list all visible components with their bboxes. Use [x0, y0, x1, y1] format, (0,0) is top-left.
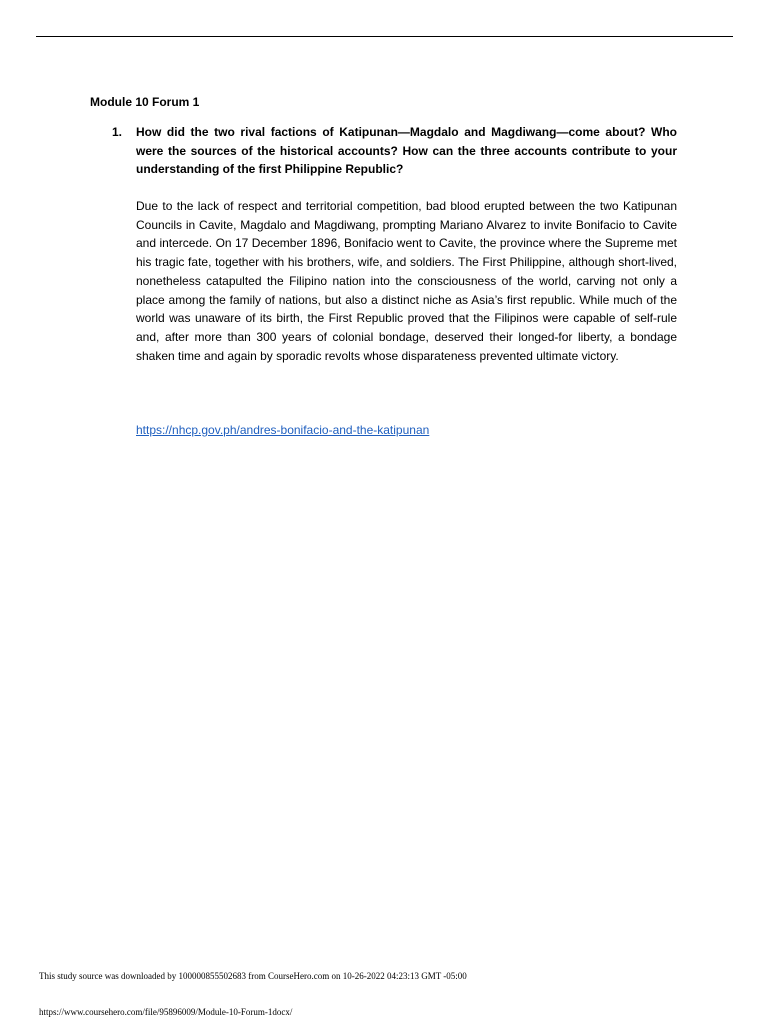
question-item [112, 123, 677, 179]
header-rule [36, 36, 733, 37]
question-text: How did the two rival factions of Katipunan—Magdalo and Magdiwang—come about? Who were the sources of the historical accounts? How can the three accounts contribute to your understanding of the first Philippine Republic? [136, 125, 677, 176]
download-notice: This study source was downloaded by 100000855502683 from CourseHero.com on 10-26-2022 04:23:13 GMT -05:00 [39, 971, 467, 981]
page-title: Module 10 Forum 1 [90, 95, 200, 109]
source-url: https://www.coursehero.com/file/95896009/Module-10-Forum-1docx/ [39, 1007, 293, 1017]
answer-paragraph: Due to the lack of respect and territorial competition, bad blood erupted between the two Katipunan Councils in Cavite, Magdalo and Magdiwang, prompting Mariano Alvarez to invite Bonifacio to Cavite and intercede. On 17 December 1896, Bonifacio went to Cavite, the province where the Supreme met his tragic fate, together with his brothers, wife, and soldiers. The First Philippine, although short-lived, nonetheless catapulted the Filipino nation into the consciousness of the world, carving not only a place among the family of nations, but also a distinct niche as Asia’s first republic. While much of the world was unaware of its birth, the First Republic proved that the Filipinos were capable of self-rule and, after more than 300 years of colonial bondage, deserved their longed-for liberty, a bondage shaken time and again by sporadic revolts whose disparateness prevented ultimate victory. [136, 199, 677, 363]
question-number: 1. [112, 125, 123, 139]
source-link[interactable]: https://nhcp.gov.ph/andres-bonifacio-and-the-katipunan [136, 423, 430, 437]
